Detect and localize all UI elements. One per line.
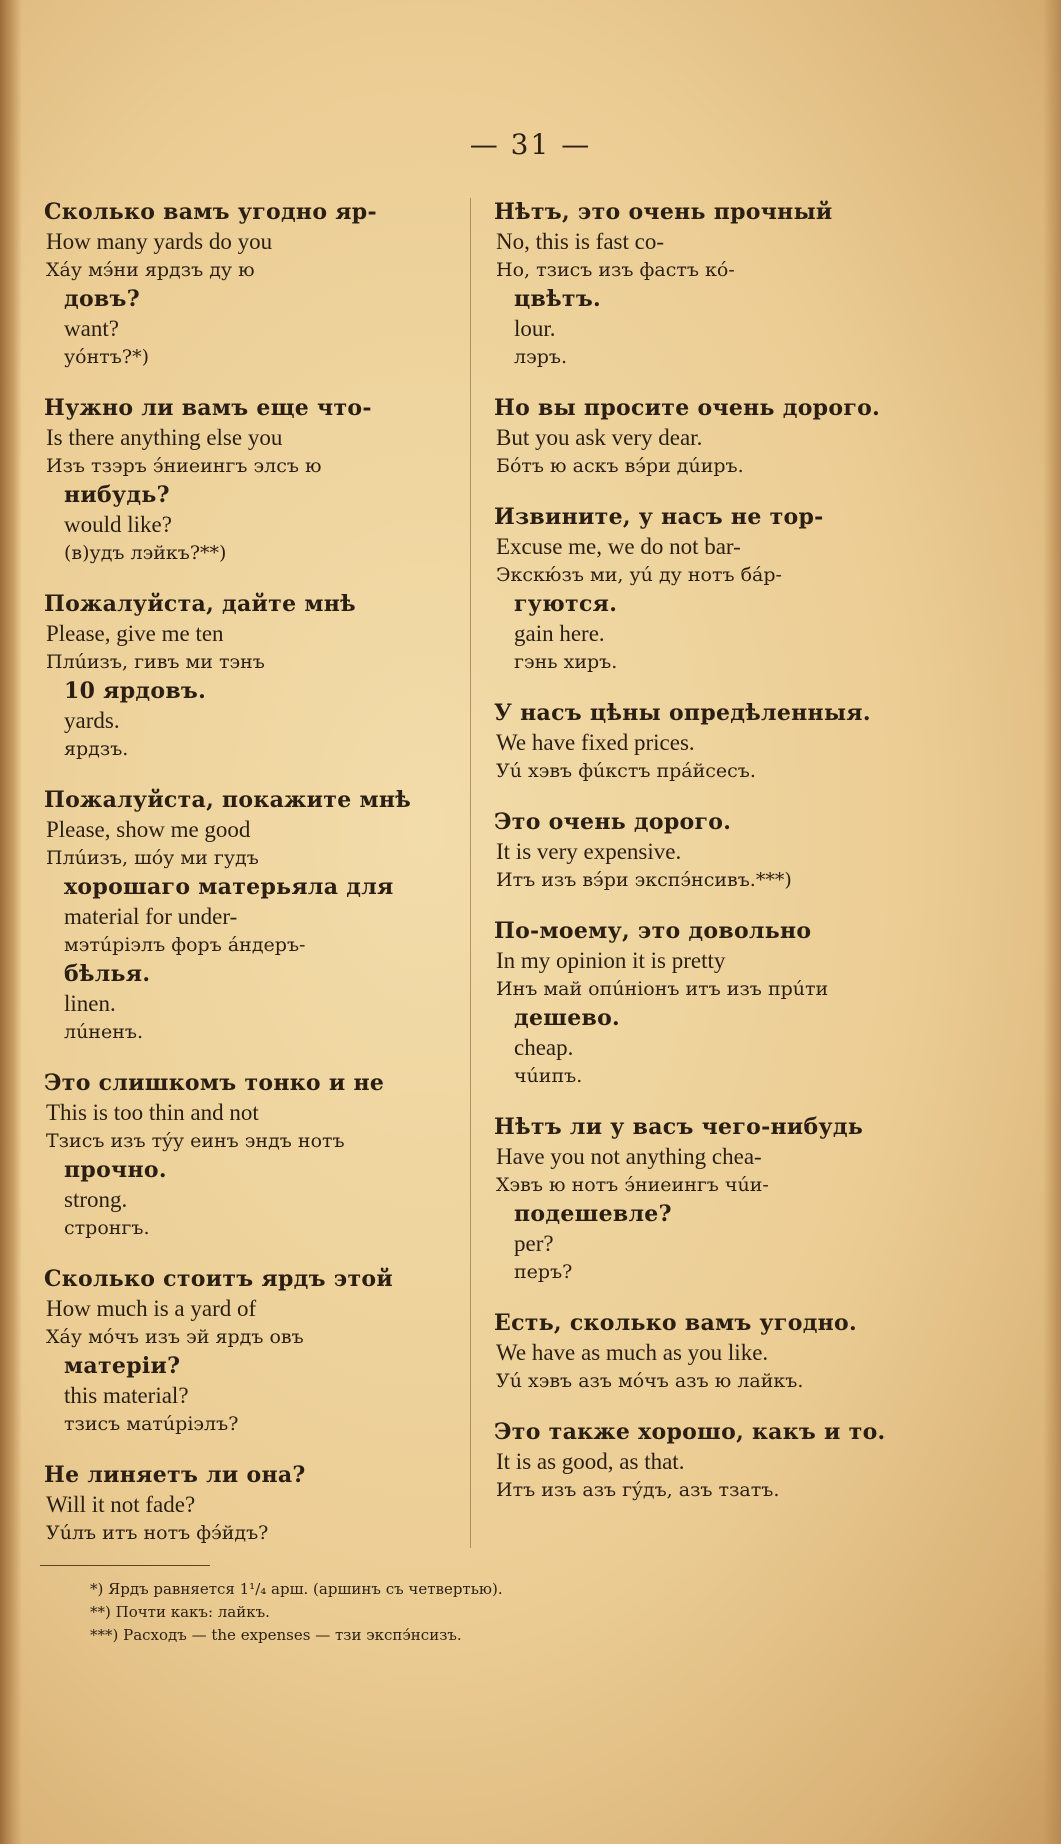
english-phrase: We have fixed prices. [496,730,695,755]
phrase-entry [494,1418,904,1505]
phrase-entry [44,786,454,1047]
transliteration: Плúизъ, шóу ми гудъ [46,847,259,869]
russian-phrase: Это также хорошо, какъ и то. [494,1419,886,1445]
english-continuation: yards. [64,708,120,733]
english-phrase: We have as much as you like. [496,1340,769,1365]
russian-continuation: 10 ярдовъ. [64,678,207,704]
transliteration: Итъ изъ вэ́ри экспэ́нсивъ.***) [496,869,792,891]
transliteration: Хáу мэ́ни ярдзъ ду ю [46,259,255,281]
english-continuation: material for under- [64,904,238,929]
english-phrase: In my opinion it is pretty [496,948,726,973]
russian-phrase: Сколько стоитъ ярдъ этой [44,1266,393,1292]
page-edge-right [1043,0,1061,1844]
russian-continuation: подешевле? [514,1201,672,1227]
transliteration: Хáу мóчъ изъ эй ярдъ овъ [46,1326,304,1348]
phrase-entry [494,1309,904,1396]
right-column [494,198,904,1527]
russian-phrase: Нужно ли вамъ еще что- [44,395,372,421]
russian-phrase: У насъ цѣны опредѣленныя. [494,700,871,726]
english-continuation: gain here. [514,621,605,646]
russian-phrase: Но вы просите очень дорого. [494,395,881,421]
transliteration: Но, тзисъ изъ фастъ кó- [496,259,735,281]
english-phrase: Is there anything else you [46,425,283,450]
english-continuation: per? [514,1231,554,1256]
russian-phrase: Это очень дорого. [494,809,732,835]
russian-continuation: цвѣтъ. [514,286,601,312]
russian-phrase: Пожалуйста, дайте мнѣ [44,591,356,617]
russian-continuation: прочно. [64,1157,167,1183]
russian-phrase: Сколько вамъ угодно яр- [44,199,377,225]
left-column [44,198,454,1570]
phrase-entry [494,198,904,372]
english-continuation: would like? [64,512,172,537]
transliteration-continuation: уóнтъ?*) [64,346,149,368]
transliteration: Экскю́зъ ми, уú ду нотъ бáр- [496,564,782,586]
english-phrase: Please, give me ten [46,621,224,646]
russian-phrase: Пожалуйста, покажите мнѣ [44,787,412,813]
transliteration: Хэвъ ю нотъ э́ниеингъ чúи- [496,1174,769,1196]
phrase-entry [44,198,454,372]
transliteration: Уúлъ итъ нотъ фэ́йдъ? [46,1522,269,1544]
phrase-entry [494,808,904,895]
russian-phrase: По-моему, это довольно [494,918,812,944]
russian-phrase: Нѣтъ ли у васъ чего-нибудь [494,1114,864,1140]
footnotes [90,1578,990,1647]
english-continuation: linen. [64,991,116,1016]
russian-continuation: бѣлья. [64,961,151,987]
footnote: **) Почти какъ: лайкъ. [90,1603,270,1621]
phrase-entry [44,1265,454,1439]
transliteration-continuation: тзисъ матúріэлъ? [64,1413,239,1435]
phrase-entry [494,1113,904,1287]
transliteration-continuation: чúипъ. [514,1065,583,1087]
transliteration-continuation: (в)удъ лэйкъ?**) [64,542,227,564]
russian-phrase: Нѣтъ, это очень прочный [494,199,833,225]
phrase-entry [44,394,454,568]
phrase-entry [44,1461,454,1548]
footnote: *) Ярдъ равняется 1¹/₄ арш. (аршинъ съ четвертью). [90,1580,503,1598]
english-phrase: How many yards do you [46,229,273,254]
russian-phrase: Это слишкомъ тонко и не [44,1070,385,1096]
english-phrase: Have you not anything chea- [496,1144,762,1169]
russian-continuation: хорошаго матерьяла для [64,874,394,900]
transliteration-continuation: лэръ. [514,346,568,368]
english-continuation: lour. [514,316,556,341]
english-continuation: strong. [64,1187,128,1212]
phrase-entry [494,394,904,481]
english-phrase: How much is a yard of [46,1296,257,1321]
phrase-entry [44,1069,454,1243]
phrase-entry [494,503,904,677]
english-phrase: Excuse me, we do not bar- [496,534,741,559]
russian-phrase: Не линяетъ ли она? [44,1462,306,1488]
russian-continuation: довъ? [64,286,140,312]
transliteration-continuation: стронгъ. [64,1217,150,1239]
russian-phrase: Есть, сколько вамъ угодно. [494,1310,857,1336]
phrase-entry [44,590,454,764]
russian-phrase: Извините, у насъ не тор- [494,504,824,530]
transliteration-continuation: мэтúріэлъ форъ áндеръ- [64,934,306,956]
column-divider [470,198,471,1548]
english-phrase: It is as good, as that. [496,1449,685,1474]
transliteration: Плúизъ, гивъ ми тэнъ [46,651,265,673]
russian-continuation: нибудь? [64,482,170,508]
transliteration: Итъ изъ азъ гýдъ, азъ тзатъ. [496,1479,780,1501]
english-phrase: It is very expensive. [496,839,682,864]
english-phrase: No, this is fast co- [496,229,665,254]
english-phrase: Please, show me good [46,817,251,842]
english-phrase: But you ask very dear. [496,425,703,450]
russian-continuation: матеріи? [64,1353,181,1379]
transliteration: Инъ май опúніонъ итъ изъ прúти [496,978,829,1000]
russian-continuation: гуются. [514,591,618,617]
russian-continuation: дешево. [514,1005,621,1031]
transliteration-continuation: ярдзъ. [64,738,129,760]
transliteration-continuation: гэнь хиръ. [514,651,618,673]
transliteration: Бóтъ ю аскъ вэ́ри дúиръ. [496,455,744,477]
footnote: ***) Расходъ — the expenses — тзи экспэ́нсизъ. [90,1626,462,1644]
transliteration: Уú хэвъ фúкстъ прáйсесъ. [496,760,756,782]
transliteration: Изъ тзэръ э́ниеингъ элсъ ю [46,455,322,477]
english-continuation: want? [64,316,119,341]
page-number: — 31 — [469,128,592,161]
phrase-entry [494,917,904,1091]
transliteration: Тзисъ изъ тýу еинъ эндъ нотъ [46,1130,345,1152]
english-continuation: this material? [64,1383,189,1408]
transliteration: Уú хэвъ азъ мóчъ азъ ю лайкъ. [496,1370,804,1392]
english-phrase: Will it not fade? [46,1492,196,1517]
english-phrase: This is too thin and not [46,1100,259,1125]
transliteration-continuation: лúненъ. [64,1021,144,1043]
transliteration-continuation: перъ? [514,1261,573,1283]
english-continuation: cheap. [514,1035,574,1060]
phrase-entry [494,699,904,786]
footnote-rule [40,1565,210,1566]
page-edge-left [0,0,22,1844]
